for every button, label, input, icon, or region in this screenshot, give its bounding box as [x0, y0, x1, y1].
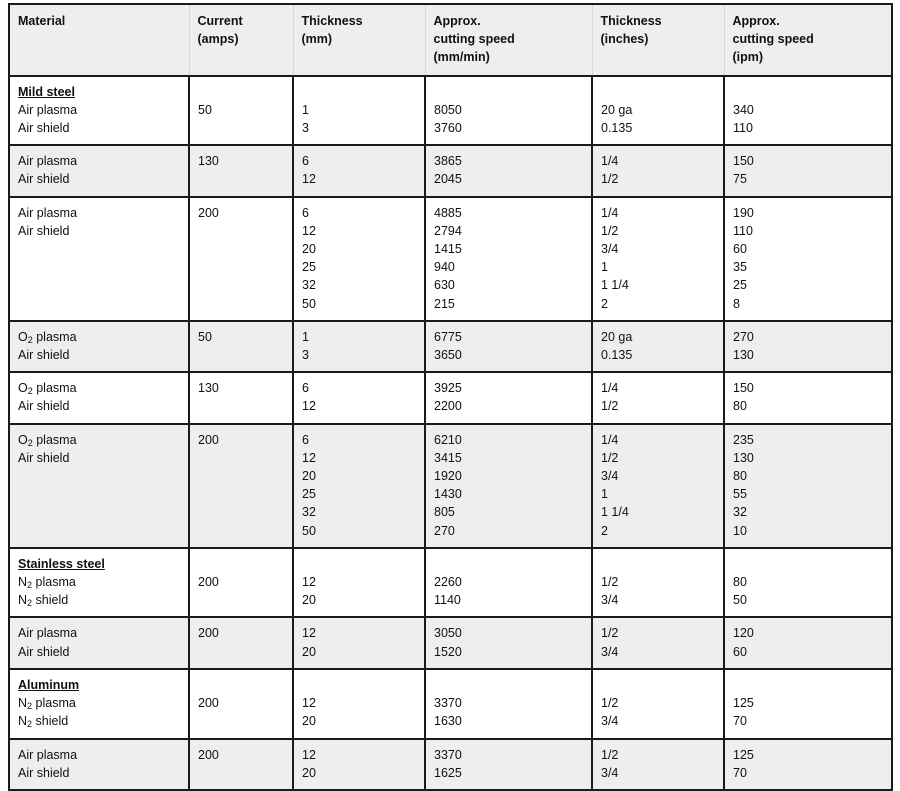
cell-value: 805 — [434, 505, 455, 520]
header-line: cutting speed — [732, 32, 814, 47]
gas-line — [18, 204, 180, 222]
speed-mm-min-cell — [425, 321, 592, 372]
gas-subscript: 2 — [27, 719, 33, 730]
gas-role: shield — [33, 644, 70, 659]
header-line: (mm) — [301, 32, 333, 47]
gas-name: Air — [18, 102, 34, 117]
cell-value: 12 — [302, 575, 316, 590]
gas-role: plasma — [32, 696, 76, 711]
cell-value: 125 — [733, 696, 754, 711]
cell-value: 270 — [434, 523, 455, 538]
gas-role: plasma — [32, 381, 77, 396]
gas-role: shield — [33, 121, 70, 136]
thickness-inches-cell — [592, 76, 724, 146]
cell-value: 1 1/4 — [601, 278, 629, 293]
cell-value: 3/4 — [601, 714, 619, 729]
material-cell — [9, 197, 189, 321]
header-line: Current — [197, 14, 243, 28]
current-cell — [189, 197, 293, 321]
material-cell — [9, 669, 189, 739]
current-cell — [189, 617, 293, 668]
cell-value: 3 — [302, 348, 309, 363]
cell-value: 70 — [733, 765, 747, 780]
cell-value: 3760 — [434, 121, 462, 135]
gas-line — [18, 694, 180, 712]
header-line: (amps) — [197, 32, 239, 47]
thickness-inches-cell — [592, 372, 724, 423]
thickness-mm-cell — [293, 321, 425, 372]
material-cell — [9, 548, 189, 618]
cell-value: 25 — [302, 487, 316, 502]
cell-value: 1 — [601, 260, 608, 275]
cell-value: 130 — [733, 450, 754, 465]
cell-value: 12 — [302, 450, 316, 465]
gas-name: N — [18, 696, 28, 711]
cell-value: 235 — [733, 432, 754, 447]
thickness-mm-cell — [293, 617, 425, 668]
material-group-title: Mild steel — [18, 84, 75, 99]
cell-value: 1430 — [434, 487, 462, 502]
cell-value: 630 — [434, 278, 455, 293]
thickness-mm-cell — [293, 548, 425, 618]
speed-ipm-cell — [724, 197, 892, 321]
cell-value: 1/2 — [601, 450, 619, 465]
header-line: (mm/min) — [433, 50, 490, 65]
speed-ipm-cell — [724, 321, 892, 372]
gas-line — [18, 397, 180, 415]
header-line: Approx. — [732, 14, 780, 28]
cell-value: 3/4 — [601, 242, 619, 257]
table-row — [9, 617, 892, 668]
cell-value: 20 — [302, 593, 316, 608]
cell-value: 6 — [302, 381, 309, 396]
cell-value: 1520 — [434, 644, 462, 659]
table-row — [9, 145, 892, 196]
current-cell — [189, 76, 293, 146]
cell-value: 20 — [302, 242, 316, 257]
thickness-inches-cell — [592, 145, 724, 196]
speed-mm-min-cell — [425, 372, 592, 423]
cell-value: 200 — [198, 205, 219, 220]
cell-value: 6210 — [434, 432, 462, 447]
speed-mm-min-cell — [425, 145, 592, 196]
current-cell — [189, 424, 293, 548]
cell-value: 340 — [733, 102, 754, 117]
current-cell — [189, 548, 293, 618]
cell-value: 130 — [733, 348, 754, 363]
table-row — [9, 76, 892, 146]
header-line: cutting speed — [433, 32, 515, 47]
material-group-title: Stainless steel — [18, 556, 105, 571]
cell-value: 6 — [302, 205, 309, 220]
cell-value: 70 — [733, 714, 747, 729]
cell-value: 190 — [733, 205, 754, 220]
gas-line — [18, 643, 180, 661]
material-cell — [9, 145, 189, 196]
thickness-mm-cell — [293, 197, 425, 321]
cell-value: 2 — [601, 296, 608, 311]
header-line: Thickness — [600, 14, 662, 28]
gas-name: O — [18, 432, 28, 447]
cell-value: 150 — [733, 154, 754, 169]
gas-role: plasma — [33, 747, 78, 762]
cell-value: 3 — [302, 121, 309, 135]
speed-mm-min-cell — [425, 739, 592, 790]
cell-value: 55 — [733, 487, 747, 502]
cell-value: 3370 — [434, 696, 462, 711]
cell-value: 3/4 — [601, 765, 619, 780]
gas-line — [18, 746, 180, 764]
thickness-inches-cell — [592, 197, 724, 321]
cell-value: 1 — [302, 102, 309, 117]
gas-role: shield — [32, 593, 69, 608]
speed-ipm-cell — [724, 739, 892, 790]
gas-name: Air — [18, 121, 34, 136]
gas-subscript: 2 — [27, 437, 33, 448]
gas-line — [18, 573, 180, 591]
thickness-mm-cell — [293, 76, 425, 146]
gas-name: Air — [18, 747, 34, 762]
gas-subscript: 2 — [27, 701, 33, 712]
cell-value: 150 — [733, 381, 754, 396]
header-speed-mm-min — [425, 4, 592, 76]
gas-role: plasma — [33, 205, 78, 220]
cell-value: 110 — [733, 121, 753, 135]
gas-role: shield — [33, 348, 70, 363]
gas-role: shield — [33, 223, 70, 238]
cell-value: 1 — [601, 487, 608, 502]
header-thickness-inches — [592, 4, 724, 76]
gas-role: plasma — [33, 102, 78, 117]
cell-value: 125 — [733, 747, 754, 762]
gas-role: plasma — [33, 154, 78, 169]
gas-role: shield — [33, 172, 70, 187]
speed-ipm-cell — [724, 617, 892, 668]
cell-value: 1/2 — [601, 696, 619, 711]
gas-role: shield — [32, 714, 69, 729]
thickness-mm-cell — [293, 424, 425, 548]
cell-value: 12 — [302, 747, 316, 762]
header-thickness-mm — [293, 4, 425, 76]
table-row — [9, 739, 892, 790]
gas-name: O — [18, 381, 28, 396]
cell-value: 12 — [302, 399, 316, 414]
cell-value: 1/2 — [601, 747, 619, 762]
gas-role: plasma — [33, 626, 78, 641]
cell-value: 1/4 — [601, 154, 619, 169]
cell-value: 2200 — [434, 399, 462, 414]
cell-value: 1/2 — [601, 223, 619, 238]
gas-role: shield — [33, 450, 70, 465]
table-row — [9, 548, 892, 618]
gas-line — [18, 101, 180, 119]
cell-value: 1920 — [434, 469, 462, 484]
gas-line — [18, 431, 180, 449]
cell-value: 200 — [198, 747, 219, 762]
gas-name: Air — [18, 399, 34, 414]
cell-value: 1/2 — [601, 399, 619, 414]
thickness-mm-cell — [293, 739, 425, 790]
cell-value: 20 — [302, 765, 316, 780]
gas-name: Air — [18, 348, 34, 363]
cell-value: 12 — [302, 172, 316, 187]
cell-value: 80 — [733, 575, 747, 590]
cell-value: 50 — [302, 296, 316, 311]
cell-value: 0.135 — [601, 121, 633, 135]
current-cell — [189, 145, 293, 196]
cell-value: 1/2 — [601, 626, 619, 641]
cell-value: 32 — [302, 278, 316, 293]
cell-value: 2260 — [434, 575, 462, 590]
speed-mm-min-cell — [425, 197, 592, 321]
cell-value: 20 ga — [601, 102, 633, 117]
header-line: Approx. — [433, 14, 481, 28]
speed-mm-min-cell — [425, 617, 592, 668]
table-row — [9, 197, 892, 321]
speed-ipm-cell — [724, 548, 892, 618]
gas-role: plasma — [32, 575, 76, 590]
header-line: (ipm) — [732, 50, 764, 65]
gas-name: Air — [18, 626, 34, 641]
cell-value: 80 — [733, 469, 747, 484]
material-cell — [9, 372, 189, 423]
gas-line — [18, 170, 180, 188]
material-cell — [9, 617, 189, 668]
material-cell — [9, 321, 189, 372]
cell-value: 1 — [302, 329, 309, 344]
material-cell — [9, 424, 189, 548]
cell-value: 270 — [733, 329, 754, 344]
gas-name: Air — [18, 172, 34, 187]
speed-mm-min-cell — [425, 76, 592, 146]
gas-name: Air — [18, 154, 34, 169]
cell-value: 35 — [733, 260, 747, 275]
cell-value: 12 — [302, 223, 316, 238]
thickness-inches-cell — [592, 669, 724, 739]
speed-ipm-cell — [724, 669, 892, 739]
gas-name: Air — [18, 450, 34, 465]
cell-value: 1 1/4 — [601, 505, 629, 520]
header-line: (inches) — [600, 32, 649, 47]
gas-line — [18, 346, 180, 364]
gas-line — [18, 222, 180, 240]
table-row — [9, 424, 892, 548]
cell-value: 8050 — [434, 102, 462, 117]
plasma-cutting-speed-table — [8, 3, 893, 791]
cell-value: 120 — [733, 626, 754, 641]
gas-line — [18, 328, 180, 346]
thickness-mm-cell — [293, 372, 425, 423]
gas-line — [18, 152, 180, 170]
cell-value: 20 — [302, 714, 316, 729]
cell-value: 1140 — [434, 593, 461, 608]
gas-line — [18, 624, 180, 642]
current-cell — [189, 739, 293, 790]
gas-line — [18, 712, 180, 730]
gas-subscript: 2 — [27, 580, 33, 591]
cell-value: 200 — [198, 575, 219, 590]
cell-value: 50 — [302, 523, 316, 538]
cell-value: 1625 — [434, 765, 462, 780]
speed-mm-min-cell — [425, 424, 592, 548]
cell-value: 0.135 — [601, 348, 633, 363]
cell-value: 200 — [198, 626, 219, 641]
cell-value: 2794 — [434, 223, 462, 238]
cell-value: 60 — [733, 644, 747, 659]
cell-value: 110 — [733, 223, 753, 238]
cell-value: 25 — [302, 260, 316, 275]
header-current-amps — [189, 4, 293, 76]
gas-subscript: 2 — [27, 334, 33, 345]
cell-value: 8 — [733, 296, 740, 311]
cell-value: 50 — [198, 329, 212, 344]
speed-ipm-cell — [724, 424, 892, 548]
thickness-inches-cell — [592, 739, 724, 790]
gas-name: N — [18, 593, 28, 608]
cell-value: 215 — [434, 296, 455, 311]
current-cell — [189, 372, 293, 423]
gas-line — [18, 119, 180, 137]
thickness-inches-cell — [592, 617, 724, 668]
gas-name: N — [18, 575, 28, 590]
cell-value: 50 — [198, 102, 212, 117]
cell-value: 3370 — [434, 747, 462, 762]
material-group-title: Aluminum — [18, 677, 80, 692]
cell-value: 3/4 — [601, 644, 619, 659]
cell-value: 130 — [198, 381, 219, 396]
thickness-mm-cell — [293, 145, 425, 196]
thickness-mm-cell — [293, 669, 425, 739]
cell-value: 940 — [434, 260, 455, 275]
gas-line — [18, 591, 180, 609]
gas-line — [18, 764, 180, 782]
speed-ipm-cell — [724, 372, 892, 423]
cell-value: 1415 — [434, 242, 462, 257]
cell-value: 75 — [733, 172, 747, 187]
cell-value: 2 — [601, 523, 608, 538]
material-cell — [9, 739, 189, 790]
cell-value: 60 — [733, 242, 747, 257]
cell-value: 3/4 — [601, 593, 619, 608]
table-row — [9, 669, 892, 739]
cell-value: 1/2 — [601, 172, 619, 187]
cell-value: 200 — [198, 696, 219, 711]
cell-value: 20 — [302, 644, 316, 659]
cell-value: 200 — [198, 432, 219, 447]
cell-value: 1/4 — [601, 205, 619, 220]
header-line: Material — [18, 14, 66, 28]
thickness-inches-cell — [592, 548, 724, 618]
cell-value: 50 — [733, 593, 747, 608]
cell-value: 1630 — [434, 714, 462, 729]
table-row — [9, 321, 892, 372]
speed-mm-min-cell — [425, 548, 592, 618]
gas-role: shield — [33, 765, 70, 780]
cell-value: 20 ga — [601, 329, 633, 344]
cell-value: 25 — [733, 278, 747, 293]
speed-mm-min-cell — [425, 669, 592, 739]
gas-subscript: 2 — [27, 386, 33, 397]
speed-ipm-cell — [724, 145, 892, 196]
cell-value: 80 — [733, 399, 747, 414]
cell-value: 3925 — [434, 381, 462, 396]
gas-name: Air — [18, 205, 34, 220]
cell-value: 10 — [733, 523, 747, 538]
cell-value: 1/2 — [601, 575, 619, 590]
cell-value: 1/4 — [601, 381, 619, 396]
cell-value: 3650 — [434, 348, 462, 363]
cell-value: 4885 — [434, 205, 462, 220]
cell-value: 32 — [733, 505, 747, 520]
table-body — [9, 76, 892, 790]
thickness-inches-cell — [592, 424, 724, 548]
cell-value: 20 — [302, 469, 316, 484]
cell-value: 3865 — [434, 154, 462, 169]
header-row — [9, 4, 892, 76]
cell-value: 2045 — [434, 172, 462, 187]
cell-value: 6 — [302, 432, 309, 447]
gas-role: plasma — [32, 329, 77, 344]
cell-value: 3415 — [434, 450, 462, 465]
cell-value: 12 — [302, 626, 316, 641]
cell-value: 6 — [302, 154, 309, 169]
gas-name: N — [18, 714, 28, 729]
gas-name: Air — [18, 644, 34, 659]
table-row — [9, 372, 892, 423]
cell-value: 12 — [302, 696, 316, 711]
header-line: Thickness — [301, 14, 363, 28]
cell-value: 3/4 — [601, 469, 619, 484]
gas-name: O — [18, 329, 28, 344]
gas-subscript: 2 — [27, 598, 33, 609]
cell-value: 6775 — [434, 329, 462, 344]
gas-role: shield — [33, 399, 70, 414]
current-cell — [189, 321, 293, 372]
cell-value: 130 — [198, 154, 219, 169]
header-speed-ipm — [724, 4, 892, 76]
gas-name: Air — [18, 765, 34, 780]
speed-ipm-cell — [724, 76, 892, 146]
current-cell — [189, 669, 293, 739]
cell-value: 3050 — [434, 626, 462, 641]
gas-line — [18, 449, 180, 467]
gas-role: plasma — [32, 432, 77, 447]
header-material — [9, 4, 189, 76]
thickness-inches-cell — [592, 321, 724, 372]
material-cell — [9, 76, 189, 146]
cell-value: 32 — [302, 505, 316, 520]
cell-value: 1/4 — [601, 432, 619, 447]
gas-line — [18, 379, 180, 397]
gas-name: Air — [18, 223, 34, 238]
